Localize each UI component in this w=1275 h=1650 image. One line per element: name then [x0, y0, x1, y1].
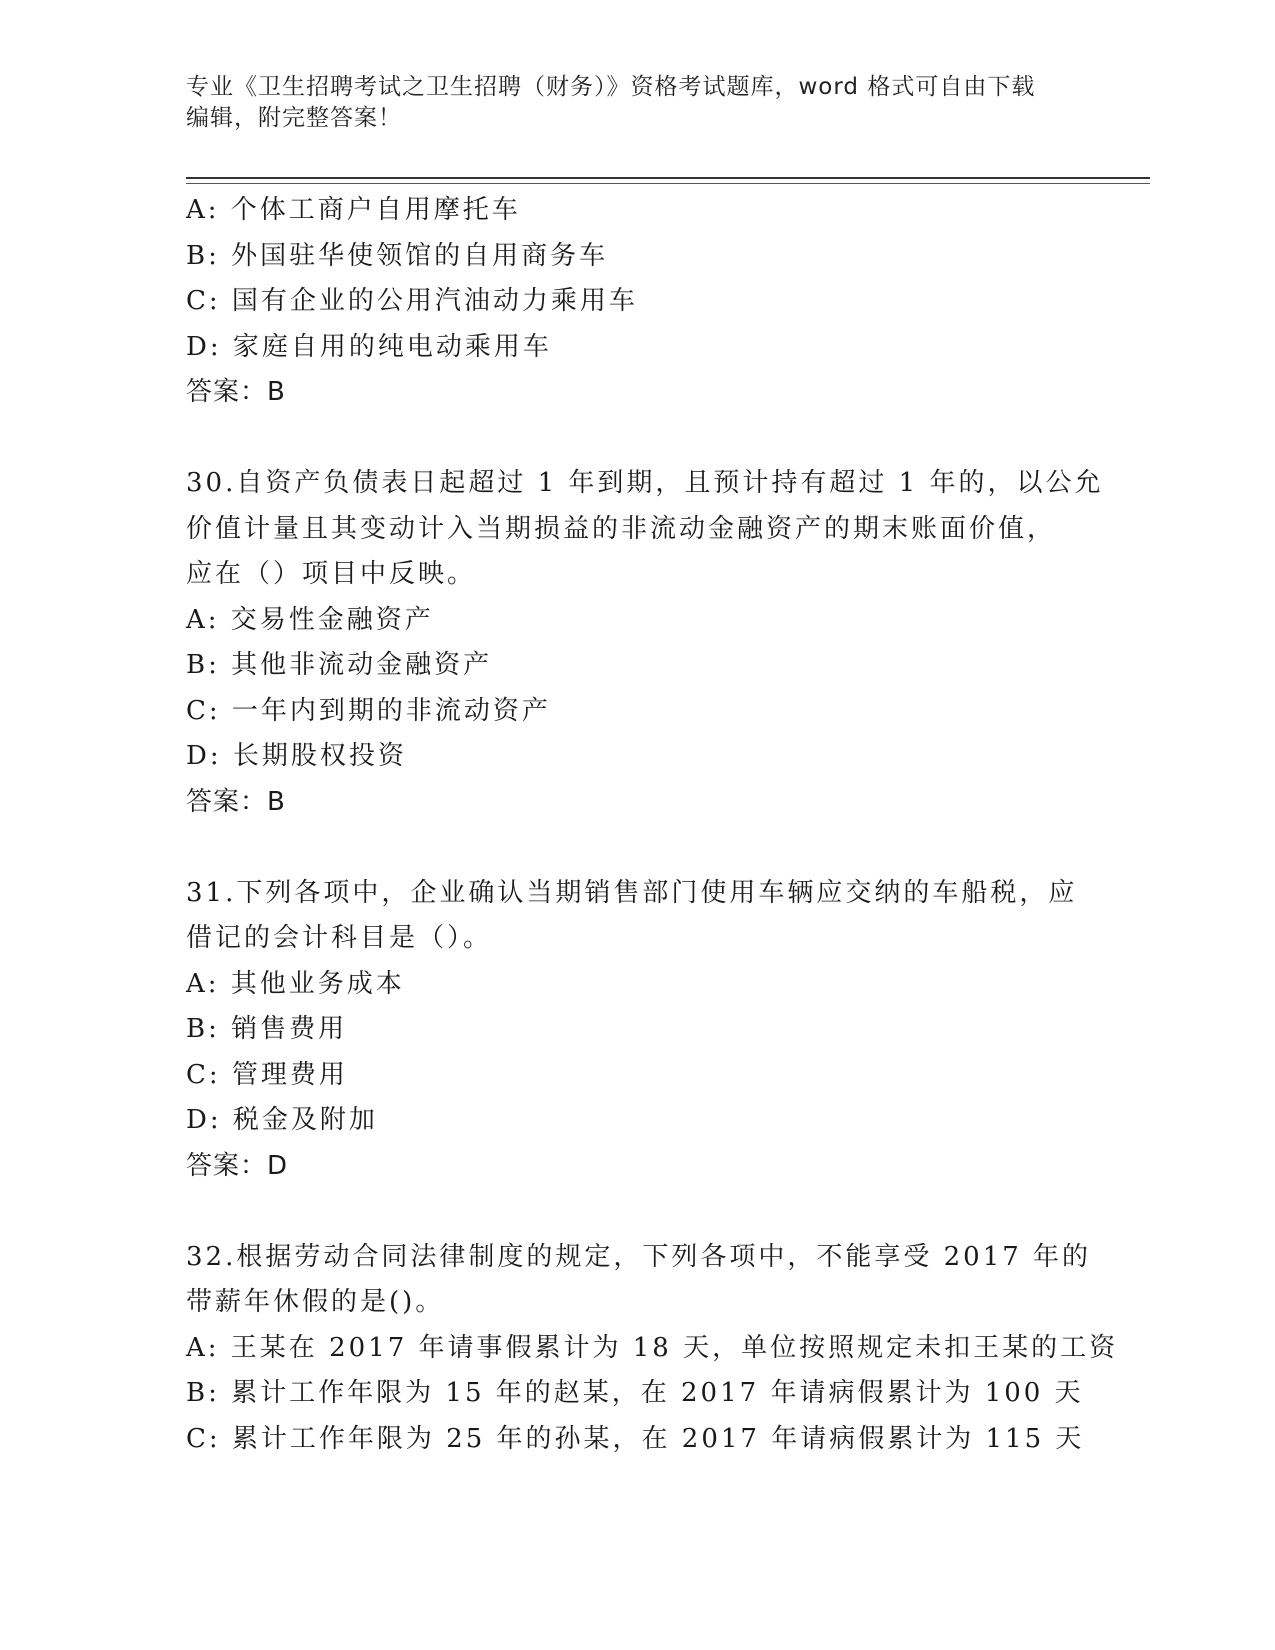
- option-a: A: 其他业务成本: [186, 968, 405, 999]
- option-c: C: 管理费用: [186, 1059, 348, 1090]
- option-d: D: 税金及附加: [186, 1105, 378, 1135]
- question-stem: 借记的会计科目是（）。: [186, 923, 493, 953]
- header-line-1: 专业《卫生招聘考试之卫生招聘（财务）》资格考试题库，word 格式可自由下载: [186, 74, 1036, 100]
- question-stem: 应在（）项目中反映。: [186, 559, 477, 589]
- header-rule-thin: [186, 183, 1150, 184]
- option-c: C: 累计工作年限为 25 年的孙某，在 2017 年请病假累计为 115 天: [186, 1423, 1085, 1454]
- option-b: B: 其他非流动金融资产: [186, 650, 493, 680]
- option-a: A: 交易性金融资产: [186, 604, 434, 635]
- option-b: B: 销售费用: [186, 1014, 348, 1044]
- spacer: [186, 416, 1086, 462]
- document-header: [186, 72, 1086, 134]
- header-line-2: 编辑，附完整答案！: [186, 105, 402, 131]
- answer: 答案：D: [186, 1150, 289, 1181]
- spacer: [186, 825, 1086, 871]
- question-stem: 30.自资产负债表日起超过 1 年到期，且预计持有超过 1 年的，以公允: [186, 468, 1104, 498]
- header-rule-thick: [186, 177, 1150, 179]
- question-29: [186, 188, 1086, 416]
- option-c: C: 国有企业的公用汽油动力乘用车: [186, 286, 638, 316]
- option-a: A: 王某在 2017 年请事假累计为 18 天，单位按照规定未扣王某的工资: [186, 1332, 1119, 1363]
- question-stem: 带薪年休假的是()。: [186, 1287, 445, 1317]
- option-a: A: 个体工商户自用摩托车: [186, 195, 521, 225]
- answer: 答案：B: [186, 377, 286, 407]
- question-stem: 32.根据劳动合同法律制度的规定，下列各项中，不能享受 2017 年的: [186, 1241, 1092, 1272]
- question-30: [186, 461, 1104, 825]
- answer: 答案：B: [186, 786, 286, 817]
- spacer: [186, 1189, 1086, 1235]
- question-31: [186, 871, 1086, 1190]
- option-b: B: 外国驻华使领馆的自用商务车: [186, 240, 609, 271]
- option-c: C: 一年内到期的非流动资产: [186, 695, 551, 726]
- option-b: B: 累计工作年限为 15 年的赵某，在 2017 年请病假累计为 100 天: [186, 1378, 1084, 1408]
- question-list: [186, 188, 1119, 1462]
- question-stem: 31.下列各项中，企业确认当期销售部门使用车辆应交纳的车船税，应: [186, 877, 1078, 908]
- question-32: [186, 1235, 1119, 1463]
- question-stem: 价值计量且其变动计入当期损益的非流动金融资产的期末账面价值，: [186, 513, 1057, 544]
- option-d: D: 长期股权投资: [186, 741, 407, 771]
- option-d: D: 家庭自用的纯电动乘用车: [186, 331, 552, 362]
